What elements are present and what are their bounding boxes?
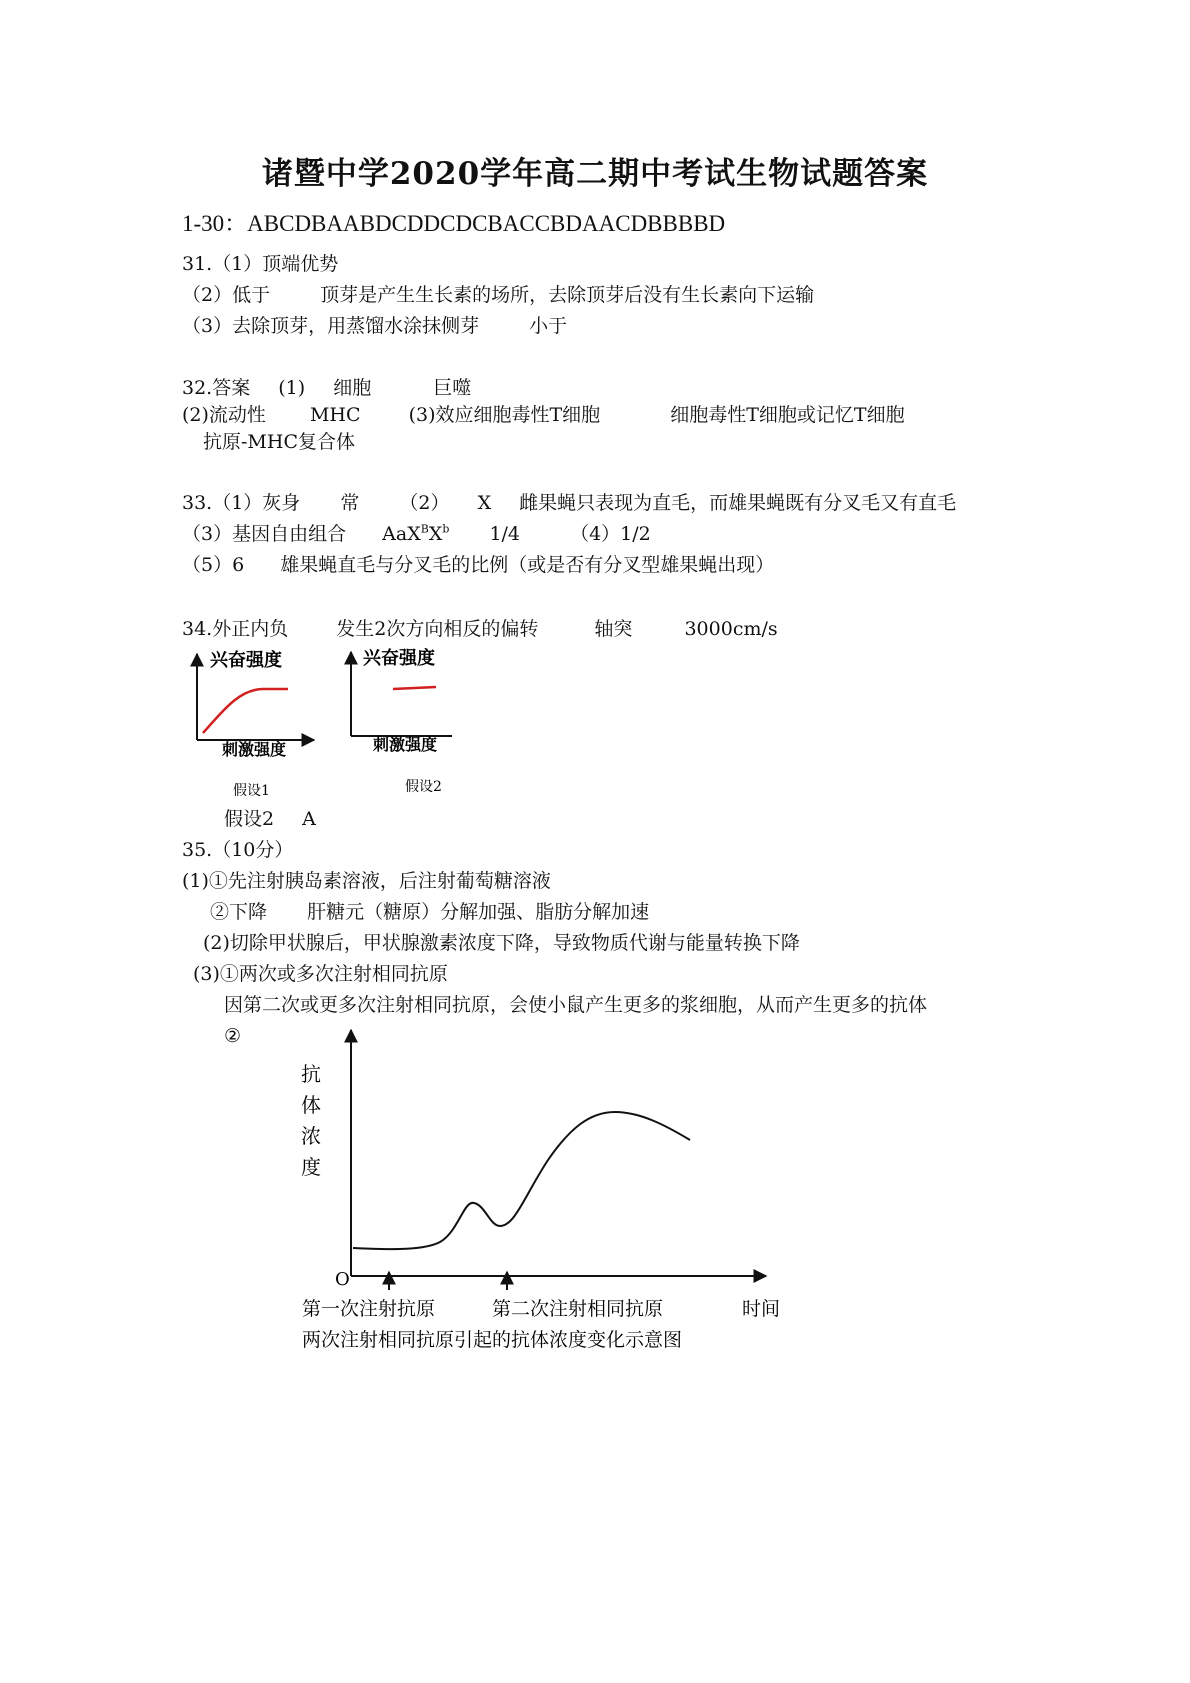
antibody-curve: [353, 1112, 690, 1249]
q35-line4: (3)①两次或多次注射相同抗原: [193, 963, 448, 985]
antibody-ylabel-1: 抗: [301, 1062, 321, 1086]
second-injection-label: 第二次注射相同抗原: [492, 1298, 664, 1320]
antibody-graph: [301, 1030, 780, 1351]
q34-conclusion-b: A: [302, 808, 316, 830]
q32-ans2b: MHC: [309, 404, 361, 426]
q33-genotype: $AaX^BX^b$: [382, 522, 450, 545]
q31-ans2b: 顶芽是产生生长素的场所，去除顶芽后没有生长素向下运输: [320, 284, 815, 306]
antibody-ylabel-2: 体: [301, 1093, 321, 1117]
antibody-ylabel-4: 度: [301, 1155, 321, 1179]
page-title: 诸暨中学2020学年高二期中考试生物试题答案: [261, 156, 929, 192]
q32-line3: 抗原-MHC复合体: [203, 431, 355, 453]
graph1-ylabel: 兴奋强度: [210, 650, 282, 671]
graph2-ylabel: 兴奋强度: [363, 648, 435, 669]
q35-line1: (1)①先注射胰岛素溶液，后注射葡萄糖溶液: [182, 870, 551, 892]
q33-ans4: （4）1/2: [570, 523, 651, 545]
q31-ans3a: （3）去除顶芽，用蒸馏水涂抹侧芽: [182, 315, 480, 337]
antibody-caption: 两次注射相同抗原引起的抗体浓度变化示意图: [302, 1329, 683, 1351]
q35-ans2b: 肝糖元（糖原）分解加强、脂肪分解加速: [307, 901, 650, 923]
q31-line1: 31.（1）顶端优势: [182, 253, 339, 275]
q34-ans1: 34.外正内负: [182, 618, 289, 640]
hypothesis1-graph: [197, 649, 314, 799]
q34-ans3: 轴突: [594, 618, 633, 640]
q32-sub1: (1): [278, 377, 306, 399]
q34-ans4: 3000cm/s: [684, 618, 778, 640]
q33-ans3c: 1/4: [489, 523, 521, 545]
q35-head: 35.（10分）: [182, 839, 294, 861]
q35-line5: 因第二次或更多次注射相同抗原，会使小鼠产生更多的浆细胞，从而产生更多的抗体: [224, 994, 928, 1016]
antibody-ylabel-3: 浓: [301, 1124, 321, 1148]
q33-ans2b: 雌果蝇只表现为直毛，而雄果蝇既有分叉毛又有直毛: [519, 492, 957, 514]
q32-ans2a: (2)流动性: [182, 404, 266, 426]
graph2-xlabel: 刺激强度: [373, 735, 438, 754]
q34-ans2: 发生2次方向相反的偏转: [336, 618, 539, 640]
hypothesis2-graph: [351, 647, 452, 795]
graph2-caption: 假设2: [405, 779, 442, 795]
q33-ans3a: （3）基因自由组合: [182, 523, 347, 545]
q33-ans5b: 雄果蝇直毛与分叉毛的比例（或是否有分叉型雄果蝇出现）: [280, 554, 775, 576]
q34-conclusion: [224, 810, 316, 829]
q33-ans2a: X: [477, 492, 492, 514]
q33-ans5a: （5）6: [182, 554, 245, 576]
antibody-origin: O: [335, 1269, 350, 1290]
q32-ans3a: (3)效应细胞毒性T细胞: [408, 404, 601, 426]
q32-label: 32.答案: [182, 377, 251, 399]
graph1-caption: 假设1: [233, 783, 270, 799]
q33-ans1b: 常: [340, 492, 360, 514]
mc-answers: 1-30：ABCDBAABDCDDCDCBACCBDAACDBBBBD: [182, 211, 726, 236]
q35-ans2a: ②下降: [210, 901, 268, 923]
q32-ans1b: 巨噬: [433, 377, 472, 399]
graph1-xlabel: 刺激强度: [222, 740, 287, 759]
q32-ans3b: 细胞毒性T细胞或记忆T细胞: [670, 404, 905, 426]
q31-ans2a: （2）低于: [182, 284, 271, 306]
q35-line2: [210, 903, 649, 922]
q31-ans3b: 小于: [529, 315, 568, 337]
first-injection-label: 第一次注射抗原: [302, 1298, 436, 1320]
graph1-curve: [203, 689, 288, 733]
q33-ans1a: 33.（1）灰身: [182, 492, 301, 514]
q35-line3: (2)切除甲状腺后，甲状腺激素浓度下降，导致物质代谢与能量转换下降: [203, 932, 800, 954]
antibody-xlabel: 时间: [742, 1298, 781, 1320]
graph2-curve: [393, 687, 436, 689]
q32-ans1a: 细胞: [333, 377, 372, 399]
q33-sub2: （2）: [399, 492, 450, 514]
q34-conclusion-a: 假设2: [224, 808, 275, 830]
q35-line6: ②: [224, 1025, 242, 1047]
